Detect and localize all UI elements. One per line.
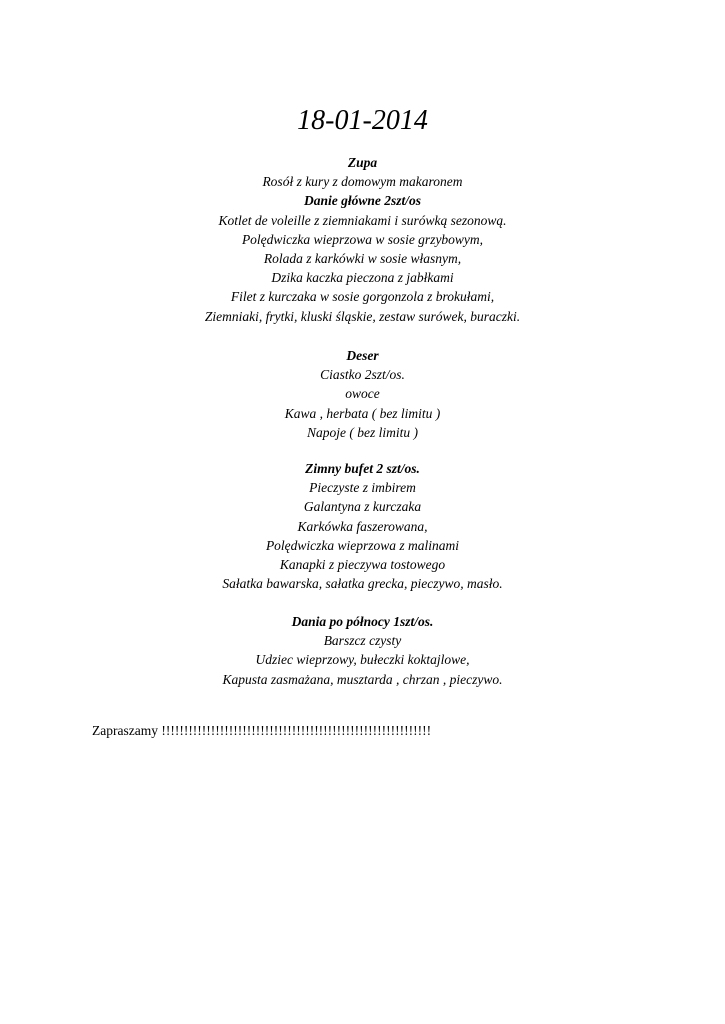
menu-block-after-midnight bbox=[0, 612, 725, 689]
menu-date: 18-01-2014 bbox=[297, 105, 428, 136]
menu-item: Kawa , herbata ( bez limitu ) bbox=[284, 405, 441, 421]
menu-item: Barszcz czysty bbox=[323, 633, 402, 649]
section-heading-main-course: Danie główne 2szt/os bbox=[303, 193, 422, 209]
menu-item: Kanapki z pieczywa tostowego bbox=[279, 557, 446, 573]
menu-block-main bbox=[0, 153, 725, 326]
menu-item: Pieczyste z imbirem bbox=[309, 480, 416, 496]
menu-item: Polędwiczka wieprzowa z malinami bbox=[265, 537, 460, 553]
menu-block-dessert bbox=[0, 346, 725, 442]
menu-item: Dzika kaczka pieczona z jabłkami bbox=[271, 270, 454, 286]
section-heading-dessert: Deser bbox=[346, 348, 379, 363]
menu-item: owoce bbox=[345, 386, 380, 402]
menu-item: Sałatka bawarska, sałatka grecka, pieczywo, masło. bbox=[222, 576, 503, 592]
menu-item: Udziec wieprzowy, bułeczki koktajlowe, bbox=[255, 652, 470, 668]
menu-item: Rolada z karkówki w sosie własnym, bbox=[263, 251, 462, 267]
section-heading-soup: Zupa bbox=[347, 155, 378, 170]
menu-item: Kotlet de voleille z ziemniakami i surówką sezonową. bbox=[218, 212, 507, 228]
menu-item: Ziemniaki, frytki, kluski śląskie, zestaw surówek, buraczki. bbox=[204, 308, 521, 324]
menu-item: Napoje ( bez limitu ) bbox=[307, 424, 418, 440]
menu-item: Filet z kurczaka w sosie gorgonzola z brokułami, bbox=[230, 289, 495, 305]
closing-text: Zapraszamy !!!!!!!!!!!!!!!!!!!!!!!!!!!!!!!!!!!!!!!!!!!!!!!!!!!!!!!!!!!! bbox=[92, 723, 432, 738]
menu-block-cold-buffet bbox=[0, 459, 725, 593]
section-heading-after-midnight: Dania po północy 1szt/os. bbox=[291, 614, 434, 629]
menu-item: Karkówka faszerowana, bbox=[297, 518, 428, 534]
menu-item: Galantyna z kurczaka bbox=[303, 499, 422, 515]
menu-item: Kapusta zasmażana, musztarda , chrzan , pieczywo. bbox=[222, 671, 503, 687]
menu-item: Rosół z kury z domowym makaronem bbox=[262, 174, 463, 190]
menu-item: Polędwiczka wieprzowa w sosie grzybowym, bbox=[241, 231, 484, 247]
menu-item: Ciastko 2szt/os. bbox=[320, 367, 405, 383]
section-heading-cold-buffet: Zimny bufet 2 szt/os. bbox=[305, 461, 420, 476]
